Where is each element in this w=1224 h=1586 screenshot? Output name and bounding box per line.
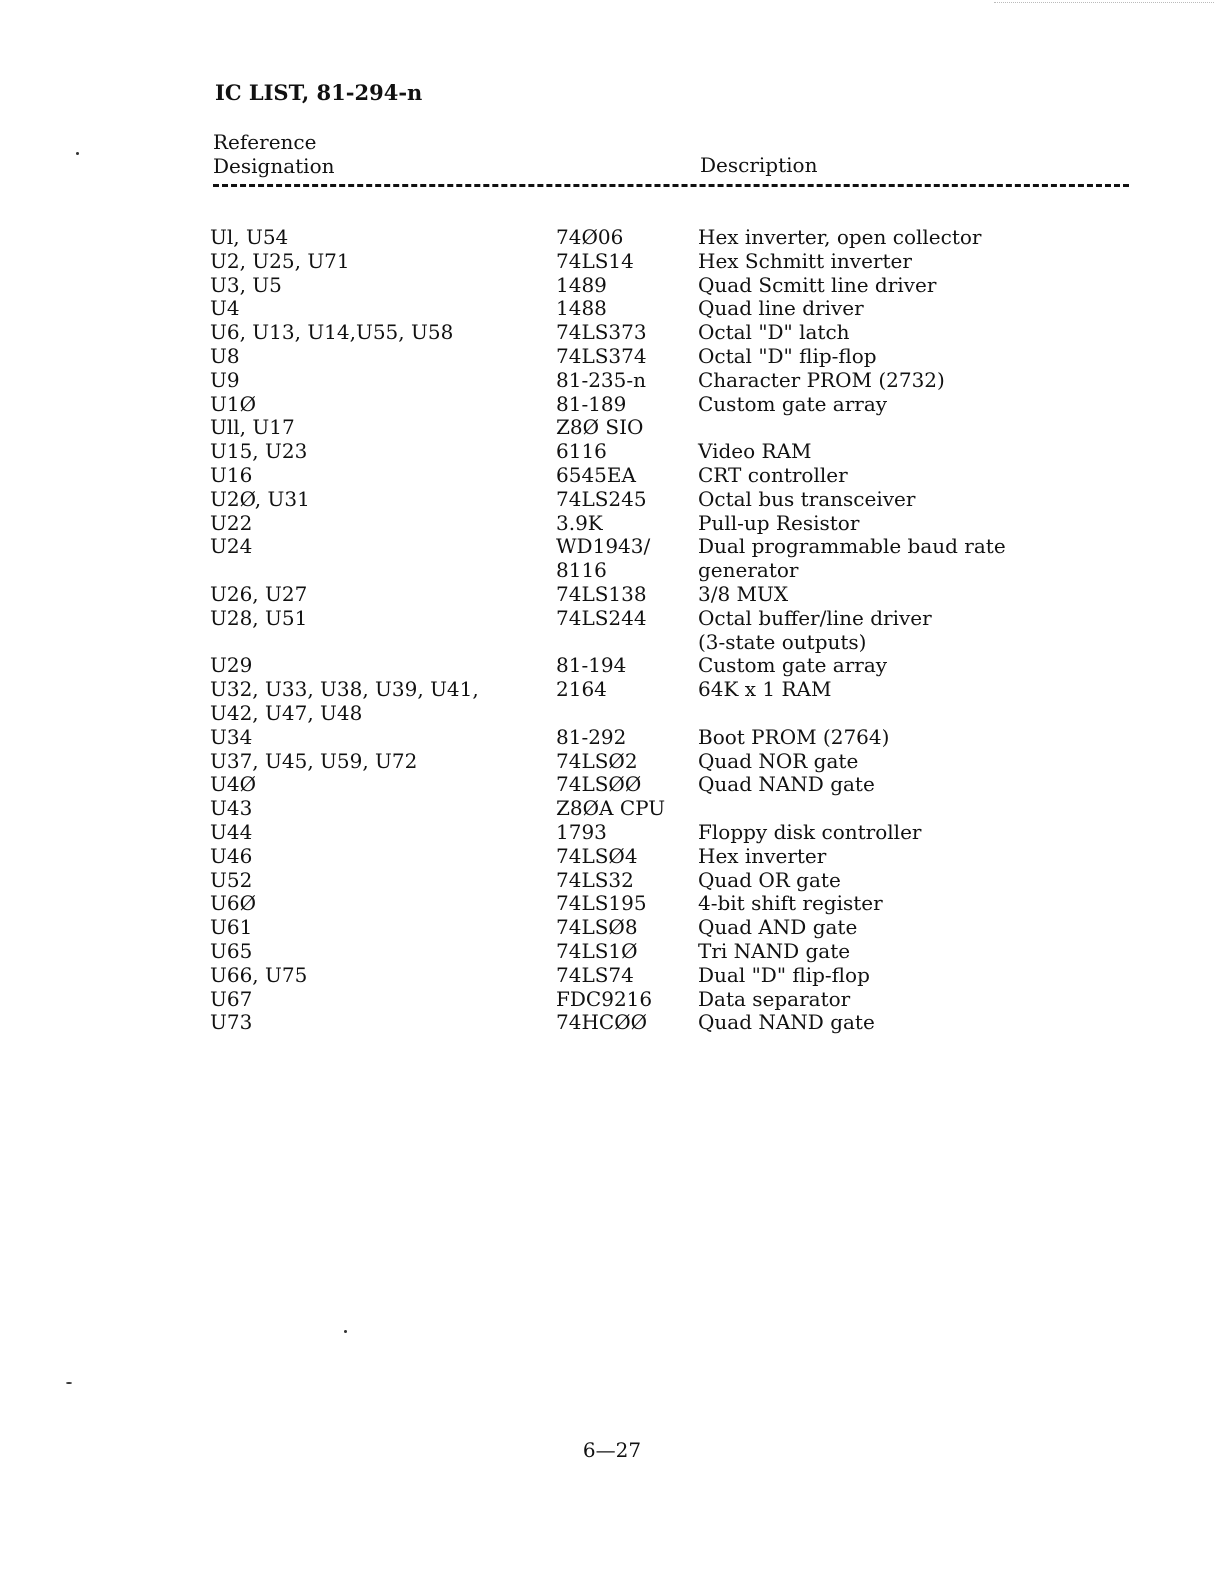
reference-cell: U15, U23	[210, 439, 308, 464]
reference-cell: U65	[210, 938, 253, 963]
part-number-cell: 74LS138	[556, 581, 647, 606]
part-number-cell: 74LS245	[556, 486, 647, 511]
reference-cell: Ull, U17	[210, 415, 295, 440]
part-number-cell: 74LS374	[556, 343, 647, 368]
part-number-cell: 74HCØØ	[556, 1010, 647, 1035]
reference-cell: U46	[210, 843, 253, 868]
reference-cell: U44	[210, 819, 253, 844]
reference-cell: U26, U27	[210, 581, 308, 606]
part-number-cell: 81-235-n	[556, 367, 647, 392]
table-row	[0, 987, 1224, 1011]
part-number-cell: 74LS1Ø	[556, 938, 638, 963]
part-number-cell: 74LSØ8	[556, 915, 638, 940]
table-row	[0, 1010, 1224, 1034]
reference-cell: U2Ø, U31	[210, 486, 310, 511]
table-row	[0, 534, 1224, 558]
table-row	[0, 582, 1224, 606]
table-row	[0, 296, 1224, 320]
part-number-cell: 1488	[556, 296, 607, 321]
reference-cell: U8	[210, 343, 240, 368]
reference-cell: U16	[210, 462, 253, 487]
description-cell: Hex Schmitt inverter	[698, 248, 912, 273]
part-number-cell: Z8ØA CPU	[556, 796, 666, 821]
table-row	[0, 653, 1224, 677]
reference-cell: U24	[210, 534, 253, 559]
reference-cell: U28, U51	[210, 605, 308, 630]
part-number-cell: Z8Ø SIO	[556, 415, 644, 440]
reference-cell: U1Ø	[210, 391, 256, 416]
table-row	[0, 844, 1224, 868]
reference-cell: U37, U45, U59, U72	[210, 748, 418, 773]
description-cell: 3/8 MUX	[698, 581, 789, 606]
table-row	[0, 891, 1224, 915]
description-cell: Octal bus transceiver	[698, 486, 916, 511]
part-number-cell: 74LS373	[556, 320, 647, 345]
table-row	[0, 796, 1224, 820]
table-row	[0, 630, 1224, 654]
column-header-reference-line1: Reference	[213, 130, 317, 154]
reference-cell: Ul, U54	[210, 225, 289, 249]
reference-cell: U43	[210, 796, 253, 821]
part-number-cell: 6116	[556, 439, 607, 464]
table-row	[0, 915, 1224, 939]
reference-cell: U32, U33, U38, U39, U41,	[210, 677, 479, 702]
description-cell: Custom gate array	[698, 391, 888, 416]
column-header-reference	[213, 130, 335, 178]
part-number-cell: 74LS32	[556, 867, 634, 892]
reference-cell: U34	[210, 724, 253, 749]
part-number-cell: 1489	[556, 272, 607, 297]
description-cell: Quad AND gate	[698, 915, 858, 940]
scan-speck	[344, 1330, 347, 1333]
column-header-description: Description	[700, 153, 818, 177]
description-cell: Quad OR gate	[698, 867, 841, 892]
part-number-cell: WD1943/	[556, 534, 651, 559]
scan-speck	[76, 152, 79, 155]
reference-cell: U3, U5	[210, 272, 282, 297]
description-cell: Hex inverter	[698, 843, 827, 868]
table-row	[0, 701, 1224, 725]
description-cell: Quad line driver	[698, 296, 864, 321]
description-cell: Quad Scmitt line driver	[698, 272, 937, 297]
reference-cell: U73	[210, 1010, 253, 1035]
scan-edge-line	[994, 2, 1214, 3]
description-cell: Dual programmable baud rate	[698, 534, 1006, 559]
description-cell: Character PROM (2732)	[698, 367, 945, 392]
description-cell: Quad NAND gate	[698, 1010, 875, 1035]
table-row	[0, 439, 1224, 463]
description-cell: Tri NAND gate	[698, 938, 851, 963]
reference-cell: U9	[210, 367, 240, 392]
part-number-cell: 1793	[556, 819, 607, 844]
description-cell: 4-bit shift register	[698, 891, 883, 916]
table-row	[0, 606, 1224, 630]
description-cell: Floppy disk controller	[698, 819, 922, 844]
part-number-cell: 6545EA	[556, 462, 636, 487]
part-number-cell: 81-194	[556, 653, 627, 678]
description-cell: Hex inverter, open collector	[698, 225, 982, 249]
description-cell: 64K x 1 RAM	[698, 677, 832, 702]
part-number-cell: 2164	[556, 677, 607, 702]
description-cell: Quad NAND gate	[698, 772, 875, 797]
reference-cell: U6Ø	[210, 891, 256, 916]
table-row	[0, 273, 1224, 297]
description-cell: (3-state outputs)	[698, 629, 867, 654]
part-number-cell: 3.9K	[556, 510, 603, 535]
description-cell: Video RAM	[698, 439, 812, 464]
part-number-cell: 74LS74	[556, 962, 634, 987]
part-number-cell: 81-189	[556, 391, 627, 416]
reference-cell: U4Ø	[210, 772, 256, 797]
reference-cell: U22	[210, 510, 253, 535]
table-row	[0, 677, 1224, 701]
description-cell: CRT controller	[698, 462, 848, 487]
table-row	[0, 344, 1224, 368]
column-header-reference-line2: Designation	[213, 154, 335, 178]
part-number-cell: 74LSØ4	[556, 843, 638, 868]
reference-cell: U4	[210, 296, 240, 321]
reference-cell: U67	[210, 986, 253, 1011]
reference-cell: U52	[210, 867, 253, 892]
header-divider	[213, 184, 1129, 187]
table-row	[0, 749, 1224, 773]
part-number-cell: 74LS195	[556, 891, 647, 916]
table-row	[0, 939, 1224, 963]
reference-cell: U61	[210, 915, 253, 940]
table-row	[0, 868, 1224, 892]
reference-cell: U2, U25, U71	[210, 248, 350, 273]
reference-cell: U42, U47, U48	[210, 700, 363, 725]
table-row	[0, 963, 1224, 987]
part-number-cell: 74Ø06	[556, 225, 624, 249]
table-row	[0, 772, 1224, 796]
table-row	[0, 320, 1224, 344]
table-row	[0, 511, 1224, 535]
page-number: 6—27	[582, 1438, 642, 1462]
table-row	[0, 820, 1224, 844]
description-cell: Octal buffer/line driver	[698, 605, 932, 630]
part-number-cell: 74LS14	[556, 248, 634, 273]
part-number-cell: 74LSØØ	[556, 772, 642, 797]
part-number-cell: 74LS244	[556, 605, 647, 630]
description-cell: Dual "D" flip-flop	[698, 962, 870, 987]
scan-speck	[66, 1382, 72, 1384]
table-row	[0, 558, 1224, 582]
part-number-cell: 74LSØ2	[556, 748, 638, 773]
description-cell: Octal "D" latch	[698, 320, 850, 345]
reference-cell: U29	[210, 653, 253, 678]
description-cell: generator	[698, 558, 799, 583]
description-cell: Custom gate array	[698, 653, 888, 678]
table-row	[0, 392, 1224, 416]
table-row	[0, 225, 1224, 249]
part-number-cell: 8116	[556, 558, 607, 583]
table-row	[0, 487, 1224, 511]
part-number-cell: FDC9216	[556, 986, 653, 1011]
description-cell: Boot PROM (2764)	[698, 724, 890, 749]
table-row	[0, 415, 1224, 439]
description-cell: Quad NOR gate	[698, 748, 859, 773]
ic-list-table	[0, 225, 1224, 1034]
part-number-cell: 81-292	[556, 724, 627, 749]
table-row	[0, 725, 1224, 749]
description-cell: Data separator	[698, 986, 851, 1011]
description-cell: Pull-up Resistor	[698, 510, 860, 535]
table-row	[0, 249, 1224, 273]
table-row	[0, 368, 1224, 392]
page-title: IC LIST, 81-294-n	[215, 80, 423, 105]
reference-cell: U66, U75	[210, 962, 308, 987]
table-row	[0, 463, 1224, 487]
reference-cell: U6, U13, U14,U55, U58	[210, 320, 454, 345]
description-cell: Octal "D" flip-flop	[698, 343, 877, 368]
